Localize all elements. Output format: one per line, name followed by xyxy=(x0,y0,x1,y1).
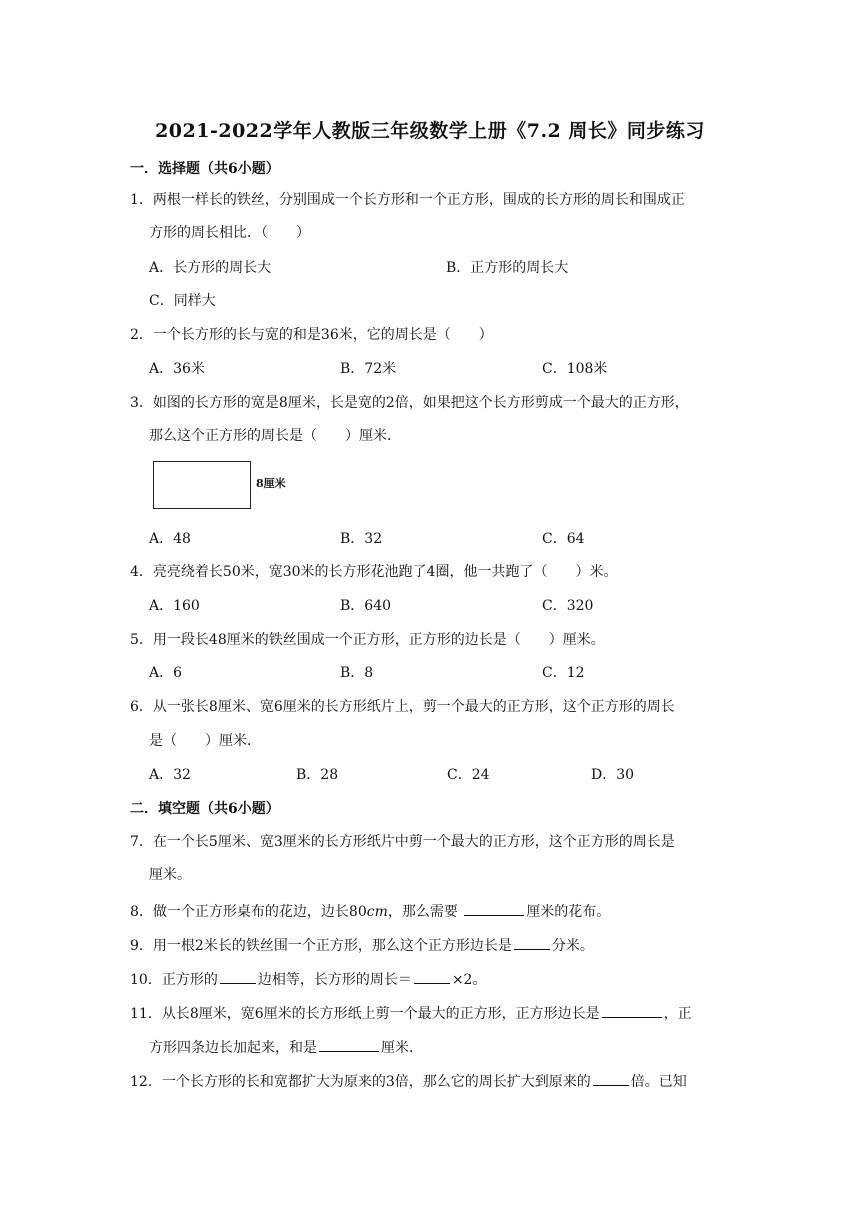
question-10-text-c: ×2。 xyxy=(451,972,487,988)
question-6-option-d: D．30 xyxy=(591,767,635,783)
question-10-text-a: 10．正方形的 xyxy=(130,972,218,988)
answer-blank[interactable] xyxy=(464,901,524,916)
question-1-line-2: 方形的周长相比．（ ） xyxy=(149,225,310,241)
question-8-text-b: ，那么需要 xyxy=(387,904,458,920)
page-title: 2021-2022学年人教版三年级数学上册《7.2 周长》同步练习 xyxy=(155,120,705,142)
question-4-option-b: B．640 xyxy=(340,598,392,614)
figure-width-label: 8厘米 xyxy=(256,477,286,490)
question-9-text-b: 分米。 xyxy=(551,938,594,954)
question-3-option-b: B．32 xyxy=(340,531,383,547)
question-8-text-a: 8．做一个正方形桌布的花边，边长80 xyxy=(130,904,367,920)
question-8-unit: cm xyxy=(366,904,388,920)
question-1-option-a: A．长方形的周长大 xyxy=(149,260,272,276)
question-6-line-1: 6．从一张长8厘米、宽6厘米的长方形纸片上，剪一个最大的正方形，这个正方形的周长 xyxy=(130,699,675,715)
rectangle-figure xyxy=(153,461,293,509)
rectangle-shape xyxy=(153,461,251,509)
section-heading-choice: 一．选择题（共6小题） xyxy=(130,161,280,177)
question-12-text-a: 12．一个长方形的长和宽都扩大为原来的3倍，那么它的周长扩大到原来的 xyxy=(130,1074,591,1090)
section-heading-fill-in: 二．填空题（共6小题） xyxy=(130,801,280,817)
question-11-text-c: 方形四条边长加起来，和是 xyxy=(149,1040,317,1056)
question-4-option-c: C．320 xyxy=(542,598,594,614)
question-7-line-2: 厘米。 xyxy=(149,867,191,883)
question-8 xyxy=(130,901,610,921)
question-2-option-b: B．72米 xyxy=(340,361,397,377)
question-3-option-a: A．48 xyxy=(149,531,191,547)
question-5-option-a: A．6 xyxy=(149,665,183,681)
question-10-text-b: 边相等，长方形的周长＝ xyxy=(257,972,412,988)
question-5-option-c: C．12 xyxy=(542,665,585,681)
question-11-text-d: 厘米． xyxy=(381,1040,423,1056)
question-9-text-a: 9．用一根2米长的铁丝围一个正方形，那么这个正方形边长是 xyxy=(130,938,512,954)
question-2-option-c: C．108米 xyxy=(542,361,608,377)
question-5-option-b: B．8 xyxy=(340,665,374,681)
answer-blank[interactable] xyxy=(602,1003,662,1018)
question-11-text-a: 11．从长8厘米，宽6厘米的长方形纸上剪一个最大的正方形，正方形边长是 xyxy=(130,1006,600,1022)
answer-blank[interactable] xyxy=(414,969,450,984)
answer-blank[interactable] xyxy=(319,1037,379,1052)
answer-blank[interactable] xyxy=(514,935,550,950)
question-12-text-b: 倍。已知 xyxy=(630,1074,687,1090)
question-11-line-1 xyxy=(130,1003,692,1023)
question-9 xyxy=(130,935,594,955)
question-11-text-b: ，正 xyxy=(663,1006,692,1022)
question-1-option-b: B．正方形的周长大 xyxy=(446,260,569,276)
answer-blank[interactable] xyxy=(220,969,256,984)
question-2-line-1: 2．一个长方形的长与宽的和是36米，它的周长是（ ） xyxy=(130,327,493,343)
question-6-option-a: A．32 xyxy=(149,767,191,783)
question-3-option-c: C．64 xyxy=(542,531,585,547)
question-6-option-c: C．24 xyxy=(447,767,490,783)
question-4-line-1: 4．亮亮绕着长50米，宽30米的长方形花池跑了4圈，他一共跑了（ ）米。 xyxy=(130,564,618,580)
question-3-line-1: 3．如图的长方形的宽是8厘米，长是宽的2倍，如果把这个长方形剪成一个最大的正方形， xyxy=(130,395,689,411)
question-3-line-2: 那么这个正方形的周长是（ ）厘米． xyxy=(149,428,401,444)
question-2-option-a: A．36米 xyxy=(149,361,205,377)
question-1-option-c: C．同样大 xyxy=(149,293,216,309)
answer-blank[interactable] xyxy=(593,1071,629,1086)
question-8-text-c: 厘米的花布。 xyxy=(526,904,611,920)
question-4-option-a: A．160 xyxy=(149,598,200,614)
question-6-option-b: B．28 xyxy=(296,767,339,783)
question-7-line-1: 7．在一个长5厘米、宽3厘米的长方形纸片中剪一个最大的正方形，这个正方形的周长是 xyxy=(130,834,675,850)
question-1-line-1: 1．两根一样长的铁丝，分别围成一个长方形和一个正方形，围成的长方形的周长和围成正 xyxy=(130,192,685,208)
question-5-line-1: 5．用一段长48厘米的铁丝围成一个正方形，正方形的边长是（ ）厘米。 xyxy=(130,632,605,648)
question-12-line-1 xyxy=(130,1071,687,1091)
question-11-line-2 xyxy=(149,1037,423,1057)
question-6-line-2: 是（ ）厘米． xyxy=(149,733,261,749)
question-10 xyxy=(130,969,486,989)
